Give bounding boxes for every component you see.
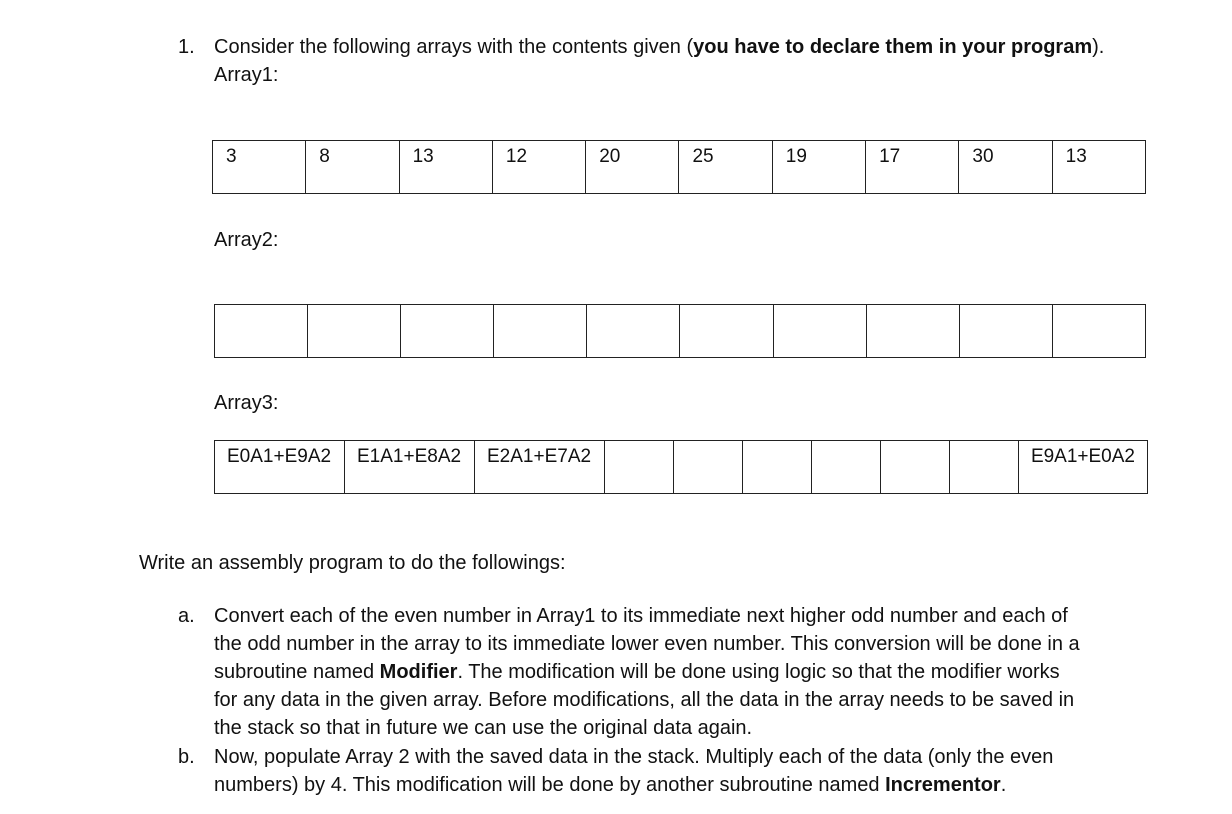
array3-cell: E9A1+E0A2 — [1019, 441, 1148, 494]
item-a-line1: Convert each of the even number in Array1 to its immediate next higher odd number and each of — [214, 605, 1068, 627]
intro-bold: you have to declare them in your program — [693, 36, 1093, 58]
array1-cell: 19 — [772, 141, 865, 194]
array2-cell — [308, 305, 401, 358]
item-b-line2-pre: numbers) by 4. This modification will be done by another subroutine named — [214, 774, 886, 796]
intro-end: ). — [1092, 36, 1105, 58]
array2-cell — [773, 305, 866, 358]
array2-cell — [494, 305, 587, 358]
array1-label: Array1: — [214, 64, 279, 86]
intro-text: Consider the following arrays with the contents given ( — [214, 36, 694, 58]
array2-cell — [401, 305, 494, 358]
item-a-line2: the odd number in the array to its immediate lower even number. This conversion will be done in a — [214, 633, 1080, 655]
item-b-marker: b. — [178, 746, 195, 768]
array1-cell: 30 — [959, 141, 1052, 194]
item-b-line2-post: . — [1000, 774, 1007, 796]
subroutine-incrementor: Incrementor — [885, 774, 1001, 796]
item-a-line3-post: . The modification will be done using logic so that the modifier works — [457, 661, 1060, 683]
item-a-line3-pre: subroutine named — [214, 661, 380, 683]
array2-cell — [959, 305, 1052, 358]
item-a-line5: the stack so that in future we can use the original data again. — [214, 717, 753, 739]
array1-cell: 20 — [586, 141, 679, 194]
array3-cell: E2A1+E7A2 — [475, 441, 605, 494]
item-a-line3 — [214, 658, 1060, 686]
task-heading: Write an assembly program to do the followings: — [139, 552, 566, 574]
array3-cell — [743, 441, 812, 494]
array3-label: Array3: — [214, 392, 279, 414]
array2-cell — [215, 305, 308, 358]
array1-cell: 13 — [1052, 141, 1145, 194]
array1-cell: 8 — [306, 141, 399, 194]
item-a-marker: a. — [178, 605, 195, 627]
question-number: 1. — [178, 36, 195, 58]
array3-cell: E0A1+E9A2 — [215, 441, 345, 494]
array2-table — [214, 304, 1146, 358]
item-a-line4: for any data in the given array. Before modifications, all the data in the array needs to be saved in — [214, 689, 1075, 711]
subroutine-modifier: Modifier — [379, 661, 458, 683]
array2-label: Array2: — [214, 229, 279, 251]
array2-cell — [866, 305, 959, 358]
array3-cell — [881, 441, 950, 494]
array2-cell — [680, 305, 773, 358]
array1-table — [212, 140, 1146, 194]
array3-table — [214, 440, 1148, 494]
item-b-line2 — [214, 771, 1006, 799]
array2-cell — [1052, 305, 1145, 358]
array3-cell — [950, 441, 1019, 494]
array1-cell: 17 — [866, 141, 959, 194]
array2-cell — [587, 305, 680, 358]
array3-cell — [674, 441, 743, 494]
array1-cell: 25 — [679, 141, 772, 194]
array3-cell — [605, 441, 674, 494]
question-intro — [214, 33, 1104, 61]
array1-cell: 12 — [492, 141, 585, 194]
array3-cell: E1A1+E8A2 — [345, 441, 475, 494]
array3-cell — [812, 441, 881, 494]
array1-cell: 3 — [213, 141, 306, 194]
array1-cell: 13 — [399, 141, 492, 194]
item-b-line1: Now, populate Array 2 with the saved data in the stack. Multiply each of the data (only the even — [214, 746, 1054, 768]
